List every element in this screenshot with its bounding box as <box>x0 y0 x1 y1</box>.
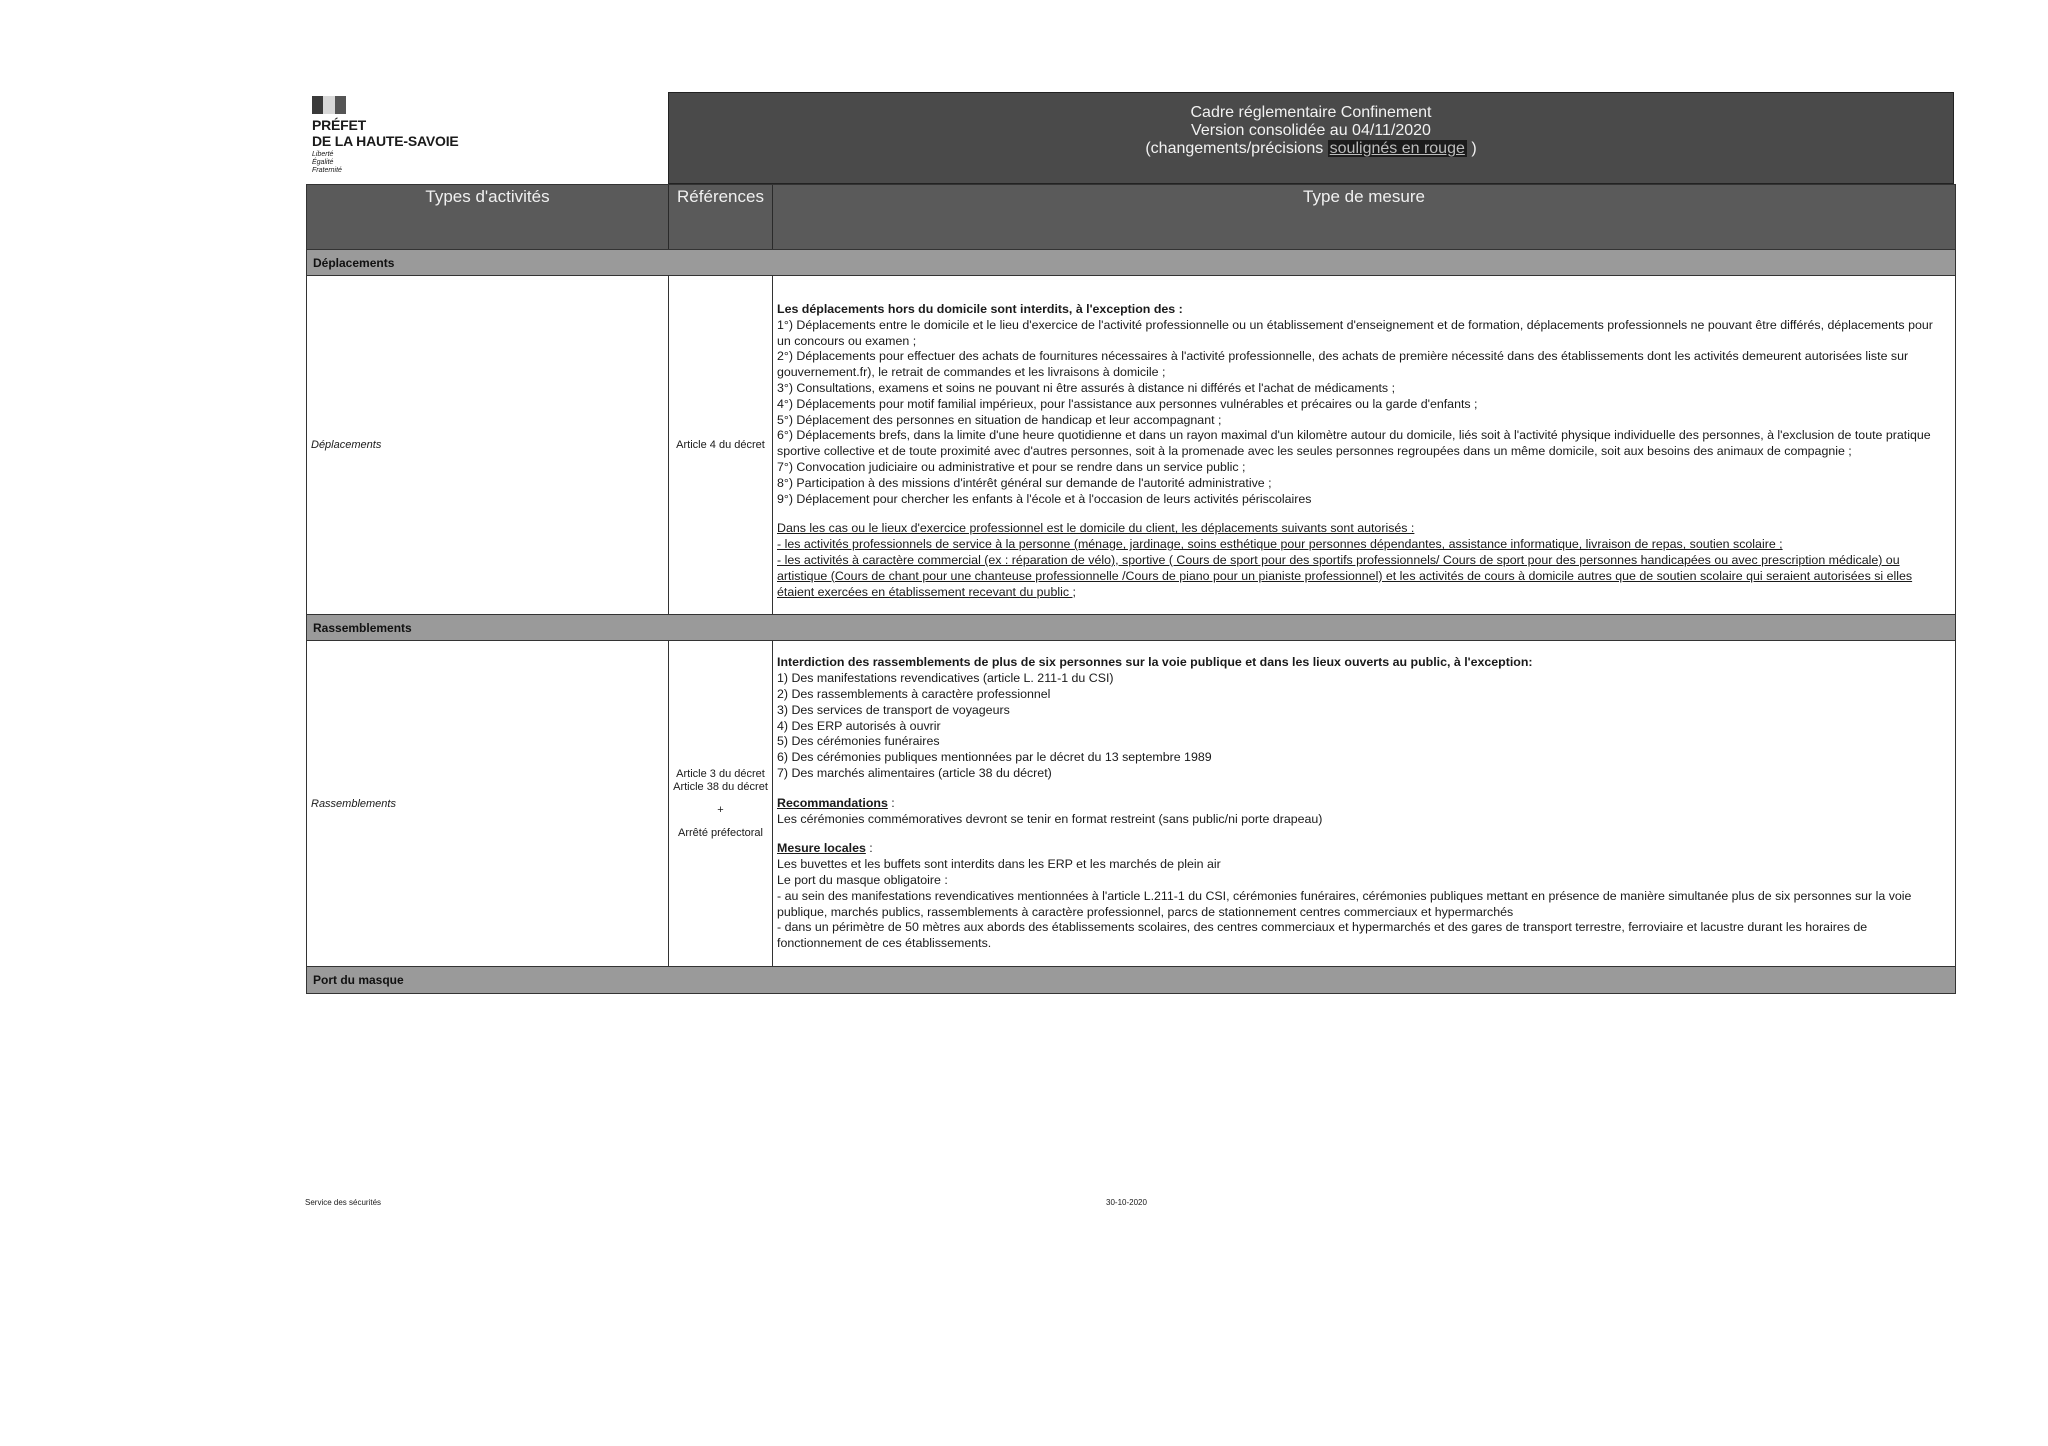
header-references: Références <box>669 185 773 249</box>
list-item: 4°) Déplacements pour motif familial impérieux, pour l'assistance aux personnes vulnérables et précaires ou la garde d'enfants ; <box>777 396 1478 411</box>
list-item: 2) Des rassemblements à caractère professionnel <box>777 686 1051 701</box>
header-activities: Types d'activités <box>307 185 669 249</box>
reference-plus: + <box>717 803 724 816</box>
local-measures-heading: Mesure locales : <box>777 841 873 856</box>
footer-service: Service des sécurités <box>305 1198 382 1207</box>
list-item: 5°) Déplacement des personnes en situation de handicap et leur accompagnant ; <box>777 412 1222 427</box>
logo-line-1: PRÉFET <box>312 117 367 133</box>
recommendations-title: Recommandations <box>777 795 888 810</box>
banner-note-post: ) <box>1466 140 1477 157</box>
prefecture-logo <box>312 96 462 175</box>
logo-line-2: DE LA HAUTE-SAVOIE <box>312 133 459 149</box>
section-deplacements: Déplacements <box>307 250 1955 276</box>
list-item: 1°) Déplacements entre le domicile et le lieu d'exercice de l'activité professionnelle ou un établissement d'enseignement et de formation, déplacements professionnels ne pouvant être différés, déplacements pour un concours ou examen ; <box>777 317 1933 348</box>
table-header <box>307 185 1955 250</box>
measures-table <box>306 184 1956 994</box>
list-item: 7) Des marchés alimentaires (article 38 du décret) <box>777 765 1052 780</box>
measure-cell <box>773 276 1955 614</box>
list-item: 9°) Déplacement pour chercher les enfants à l'école et à l'occasion de leurs activités périscolaires <box>777 491 1312 506</box>
list-item: 6°) Déplacements brefs, dans la limite d'une heure quotidienne et dans un rayon maximal d'un kilomètre autour du domicile, liés soit à l'activité physique individuelle des personnes, à l'exclusion de toute pratique sportive collective et de toute proximité avec d'autres personnes, soit à la promenade avec les seules personnes regroupées dans un même domicile, soit aux besoins des animaux de compagnie ; <box>777 428 1931 459</box>
list-item: 8°) Participation à des missions d'intérêt général sur demande de l'autorité administrative ; <box>777 475 1272 490</box>
reference-article-3: Article 3 du décret <box>676 767 765 780</box>
list-item: 3) Des services de transport de voyageurs <box>777 702 1010 717</box>
reference-cell <box>669 641 773 966</box>
banner-title: Cadre réglementaire Confinement <box>1190 104 1432 121</box>
motto-fraternite: Fraternité <box>312 167 342 174</box>
footer-date: 30-10-2020 <box>1106 1198 1147 1207</box>
motto <box>312 151 462 175</box>
list-item: Le port du masque obligatoire : <box>777 872 948 887</box>
list-item: - dans un périmètre de 50 mètres aux abords des établissements scolaires, des centres commerciaux et hypermarchés et des gares de transport terrestre, ferroviaire et lacustre durant les horaires de fonctionnement de ces établissements. <box>777 920 1868 951</box>
activity-cell: Rassemblements <box>307 641 669 966</box>
recommendations-heading: Recommandations : <box>777 795 895 810</box>
list-item: 1) Des manifestations revendicatives (article L. 211-1 du CSI) <box>777 671 1114 686</box>
banner-note-pre: (changements/précisions <box>1145 140 1328 157</box>
motto-liberte: Liberté <box>312 151 334 158</box>
banner-note <box>669 140 1953 158</box>
banner-note-highlight: soulignés en rouge <box>1329 140 1465 157</box>
underlined-paragraph: Dans les cas ou le lieux d'exercice professionnel est le domicile du client, les déplacements suivants sont autorisés : <box>777 521 1415 536</box>
list-item: Les buvettes et les buffets sont interdits dans les ERP et les marchés de plein air <box>777 857 1221 872</box>
section-rassemblements: Rassemblements <box>307 615 1955 641</box>
table-row-rassemblements <box>307 641 1955 967</box>
list-item: 5) Des cérémonies funéraires <box>777 734 940 749</box>
republique-emblem-icon <box>312 96 346 114</box>
banner-version: Version consolidée au 04/11/2020 <box>1191 122 1431 139</box>
section-port-du-masque: Port du masque <box>307 967 1955 993</box>
list-item: 4) Des ERP autorisés à ouvrir <box>777 718 941 733</box>
measure-intro: Interdiction des rassemblements de plus de six personnes sur la voie publique et dans les lieux ouverts au public, à l'exception: <box>777 655 1533 670</box>
list-item: 3°) Consultations, examens et soins ne pouvant ni être assurés à distance ni différés et l'achat de médicaments ; <box>777 380 1396 395</box>
table-row-deplacements <box>307 276 1955 615</box>
motto-egalite: Égalité <box>312 159 334 166</box>
measure-intro: Les déplacements hors du domicile sont interdits, à l'exception des : <box>777 302 1183 316</box>
list-item: - au sein des manifestations revendicatives mentionnées à l'article L.211-1 du CSI, cérémonies funéraires, cérémonies publiques mettant en présence de manière simultanée plus de six personnes sur la voie publique, marchés publics, rassemblements à caractère professionnel, parcs de stationnement centres commerciaux et hypermarchés <box>777 888 1912 919</box>
list-item: 6) Des cérémonies publiques mentionnées par le décret du 13 septembre 1989 <box>777 750 1212 765</box>
list-item: 7°) Convocation judiciaire ou administrative et pour se rendre dans un service public ; <box>777 459 1246 474</box>
header-measure: Type de mesure <box>1303 187 1425 206</box>
list-item: 2°) Déplacements pour effectuer des achats de fournitures nécessaires à l'activité professionnelle, des achats de première nécessité dans des établissements dont les activités demeurent autorisées liste sur gouvernement.fr), le retrait de commandes et les livraisons à domicile ; <box>777 349 1909 380</box>
underlined-paragraph: - les activités professionnels de service à la personne (ménage, jardinage, soins esthétique pour personnes dépendantes, assistance informatique, livraison de repas, soutien scolaire ; <box>777 537 1783 552</box>
reference-cell: Article 4 du décret <box>669 276 773 614</box>
local-measures-title: Mesure locales <box>777 841 866 856</box>
underlined-paragraph: - les activités à caractère commercial (ex : réparation de vélo), sportive ( Cours de sport pour des sportifs professionnels/ Cours de sport pour des personnes handicapées ou avec prescription médicale) ou artistique (Cours de chant pour une chanteuse professionnelle /Cours de piano pour un pianiste professionnel) et les activités de cours à domicile autres que de soutien scolaire qui seraient autorisées si elles étaient exercées en établissement recevant du public ; <box>777 552 1913 599</box>
recommendations-text: Les cérémonies commémoratives devront se tenir en format restreint (sans public/ni porte drapeau) <box>777 811 1323 826</box>
activity-cell: Déplacements <box>307 276 669 614</box>
reference-arrete: Arrêté préfectoral <box>678 826 763 839</box>
reference-article-38: Article 38 du décret <box>673 780 768 793</box>
title-banner <box>668 92 1954 184</box>
measure-cell <box>773 641 1955 966</box>
